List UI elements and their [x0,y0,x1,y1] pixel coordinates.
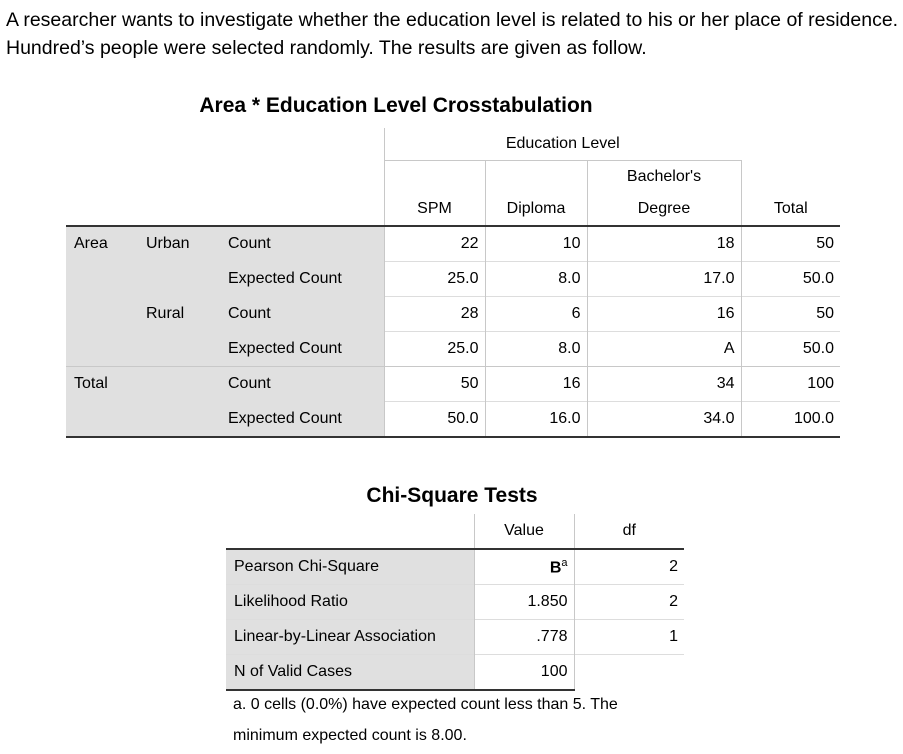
chisq-title: Chi-Square Tests [366,484,538,507]
table-cell: 25.0 [384,262,485,297]
df-cell: 2 [574,585,684,620]
table-cell: 16 [485,367,587,402]
table-cell: 25.0 [384,332,485,367]
unknown-cell-a: A [587,332,741,367]
stat-label: Expected Count [220,262,384,297]
stat-label: Count [220,226,384,262]
table-cell: 50.0 [384,402,485,438]
table-cell: 34 [587,367,741,402]
col-spm: SPM [384,193,485,226]
df-cell-empty [574,655,684,691]
table-cell: 50.0 [741,332,840,367]
col-value: Value [474,514,574,549]
unknown-cell-b: $B^a$ [474,549,574,585]
stat-label: Count [220,297,384,332]
row-label-total: Total [66,367,138,402]
table-cell: 6 [485,297,587,332]
row-label-urban: Urban [138,226,220,262]
table-cell: 16 [587,297,741,332]
table-cell: 28 [384,297,485,332]
table-cell: 8.0 [485,332,587,367]
stat-label: Count [220,367,384,402]
table-cell: 50.0 [741,262,840,297]
row-label-area: Area [66,226,138,262]
chisq-footnote: a. 0 cells (0.0%) have expected count less than 5. The minimum expected count is 8.00. [233,696,618,744]
crosstab-table [66,128,840,438]
crosstab-title: Area * Education Level Crosstabulation [199,94,593,117]
col-diploma: Diploma [485,193,587,226]
value-cell: .778 [474,620,574,655]
stat-label: Expected Count [220,332,384,367]
problem-statement: A researcher wants to investigate whether the education level is related to his or her place of residence. Hundred’s people were selected randomly. The results are given as follow. [6,9,899,59]
table-cell: 10 [485,226,587,262]
test-label: N of Valid Cases [226,655,474,691]
df-cell: 2 [574,549,684,585]
col-total: Total [773,200,808,217]
col-bachelor-line1: Bachelor's [587,161,741,194]
test-label: Linear-by-Linear Association [226,620,474,655]
value-cell: 100 [474,655,574,691]
table-cell: 17.0 [587,262,741,297]
col-bachelor-line2: Degree [587,193,741,226]
table-cell: 100 [741,367,840,402]
table-cell: 50 [741,226,840,262]
row-label-rural: Rural [138,297,220,332]
test-label: Pearson Chi-Square [226,549,474,585]
table-cell: 100.0 [741,402,840,438]
education-level-header: Education Level [505,135,620,152]
value-cell: 1.850 [474,585,574,620]
test-label: Likelihood Ratio [226,585,474,620]
stat-label: Expected Count [220,402,384,438]
chisq-table [226,514,684,691]
table-cell: 22 [384,226,485,262]
table-cell: 50 [384,367,485,402]
table-cell: 16.0 [485,402,587,438]
table-cell: 8.0 [485,262,587,297]
table-cell: 18 [587,226,741,262]
table-cell: 34.0 [587,402,741,438]
col-df: df [622,522,636,539]
df-cell: 1 [574,620,684,655]
table-cell: 50 [741,297,840,332]
